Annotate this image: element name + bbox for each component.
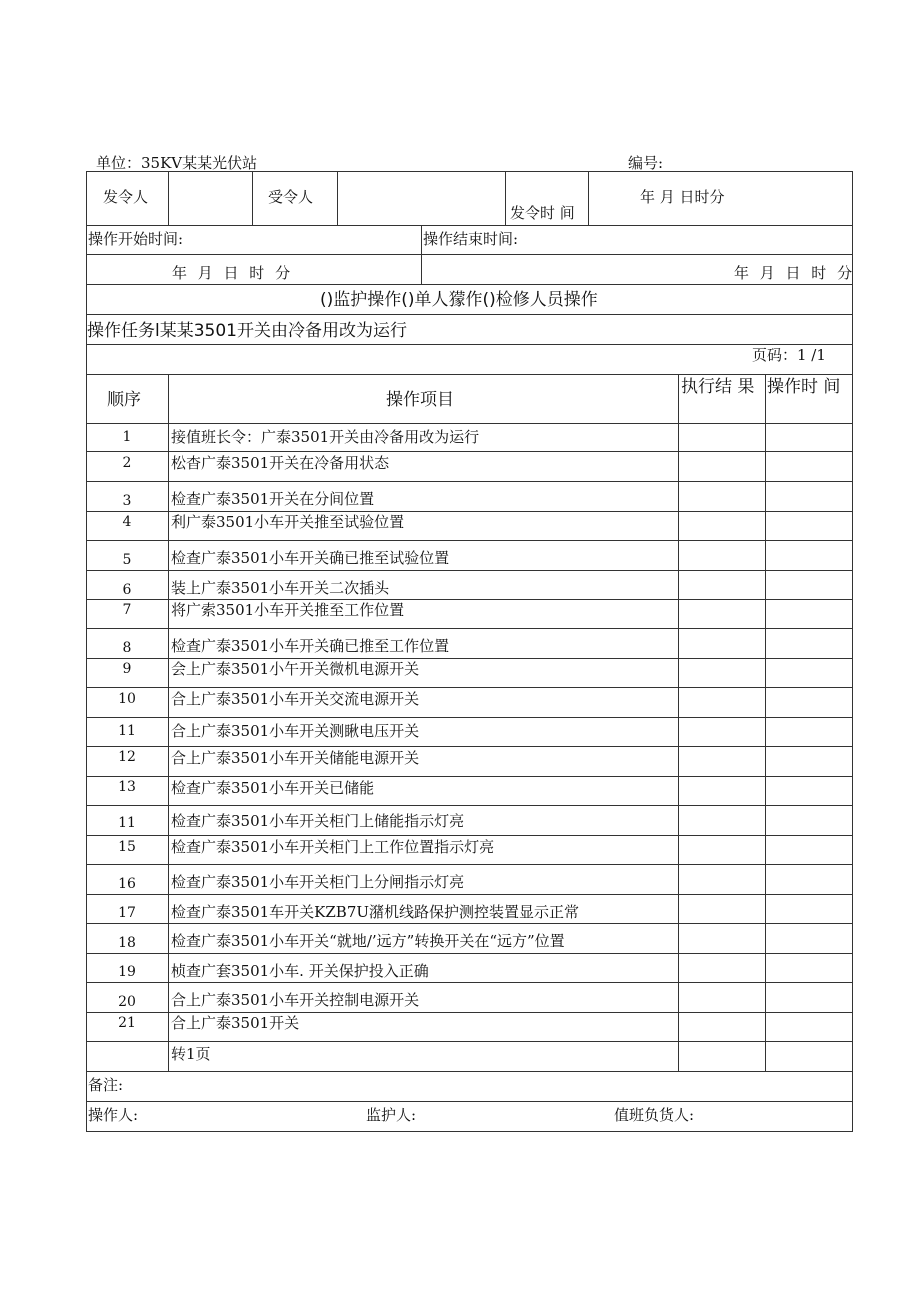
row-item: 检查广泰3501车开关KZB7U潴机线路保护测控装置显示正常: [171, 903, 580, 921]
row-seq: 18: [118, 935, 136, 951]
row-seq: 11: [118, 815, 136, 831]
row-item: 合上广泰3501小车开关测瞅电压开关: [171, 722, 420, 740]
operation-task: 操作任务l某某3501开关由冷备用改为运行: [87, 321, 407, 341]
col-result-header: 执行结 果: [681, 377, 755, 397]
row-item: 检查广泰3501小车开关柜门上分闸指示灯亮: [171, 873, 465, 891]
col-item-header: 操作项目: [386, 390, 454, 410]
col-time-header: 操作时 间: [767, 377, 841, 397]
row-seq: 2: [122, 455, 132, 471]
row-item: 检查广泰3501小车开关确已推至工作位置: [171, 637, 450, 655]
col-seq-header: 顺序: [107, 390, 141, 410]
row-seq: 9: [122, 661, 132, 677]
row-seq: 5: [122, 552, 132, 568]
end-time-label: 操作结束时间:: [423, 230, 519, 248]
row-seq: 7: [122, 602, 132, 618]
row-item: 合上广泰3501小车开关交流电源开关: [171, 690, 420, 708]
row-item: 检查广泰3501小车开关柜门上工作位置指示灯亮: [171, 838, 495, 856]
start-time-value: 年 月 日 时 分: [172, 264, 291, 282]
row-item: 检查广泰3501小车开关柜门上储能指示灯亮: [171, 812, 465, 830]
issuer-label: 发令人: [103, 188, 149, 206]
row-seq: 17: [118, 905, 136, 921]
row-item: 检查广泰3501小车开关已储能: [171, 779, 375, 797]
start-time-label: 操作开始时间:: [88, 230, 184, 248]
row-item: 接值班长令：广泰3501开关由冷备用改为运行: [171, 428, 480, 446]
operator-label: 操作人:: [88, 1106, 139, 1124]
row-item: 桢查广套3501小车. 开关保护投入正确: [171, 962, 429, 980]
row-seq: 1: [122, 429, 132, 445]
row-item: 合上广泰3501小车开关控制电源开关: [171, 991, 420, 1009]
row-seq: 10: [118, 691, 136, 707]
row-seq: 11: [118, 723, 136, 739]
row-seq: 13: [118, 779, 136, 795]
row-seq: 20: [118, 994, 136, 1010]
row-seq: 21: [118, 1015, 136, 1031]
issue-time-label: 发令时 间: [510, 204, 575, 222]
row-item: 合上广泰3501开关: [171, 1014, 300, 1032]
row-item: 会上广泰3501小午开关微机电源开关: [171, 660, 420, 678]
row-seq: 3: [122, 493, 132, 509]
row-seq: 12: [118, 749, 136, 765]
row-item: 合上广泰3501小车开关储能电源开关: [171, 749, 420, 767]
row-item: 检查广泰3501开关在分间位置: [171, 490, 375, 508]
row-seq: 15: [118, 839, 136, 855]
row-seq: 16: [118, 876, 136, 892]
receiver-label: 受令人: [268, 188, 314, 206]
end-time-value: 年 月 日 时 分: [734, 264, 853, 282]
row-seq: 19: [118, 964, 136, 980]
page-code: 页码：1 /1: [752, 346, 826, 364]
row-item: 转1页: [171, 1045, 211, 1063]
guardian-label: 监护人:: [366, 1106, 417, 1124]
row-item: 利广泰3501小车开关推至试验位置: [171, 513, 405, 531]
operation-type: ()监护操作()单人獴作()检修人员操作: [320, 290, 598, 310]
row-seq: 4: [122, 514, 132, 530]
row-item: 检查广泰3501小车开关“就地/’远方”转换开关在“远方”位置: [171, 932, 565, 950]
row-item: 装上广泰3501小车开关二次插头: [171, 579, 390, 597]
row-seq: 8: [122, 640, 132, 656]
issue-time-value: 年 月 日时分: [640, 188, 725, 206]
row-seq: 6: [122, 582, 132, 598]
number-label: 编号:: [628, 154, 664, 172]
duty-officer-label: 值班负货人:: [614, 1106, 695, 1124]
row-item: 松杳广泰3501开关在冷备用状态: [171, 454, 390, 472]
row-item: 将广索3501小车开关推至工作位置: [171, 601, 405, 619]
row-item: 检查广泰3501小车开关确已推至试验位置: [171, 549, 450, 567]
unit-label: 单位：35KV某某光伏站: [96, 154, 258, 172]
remarks-label: 备注:: [88, 1076, 124, 1094]
